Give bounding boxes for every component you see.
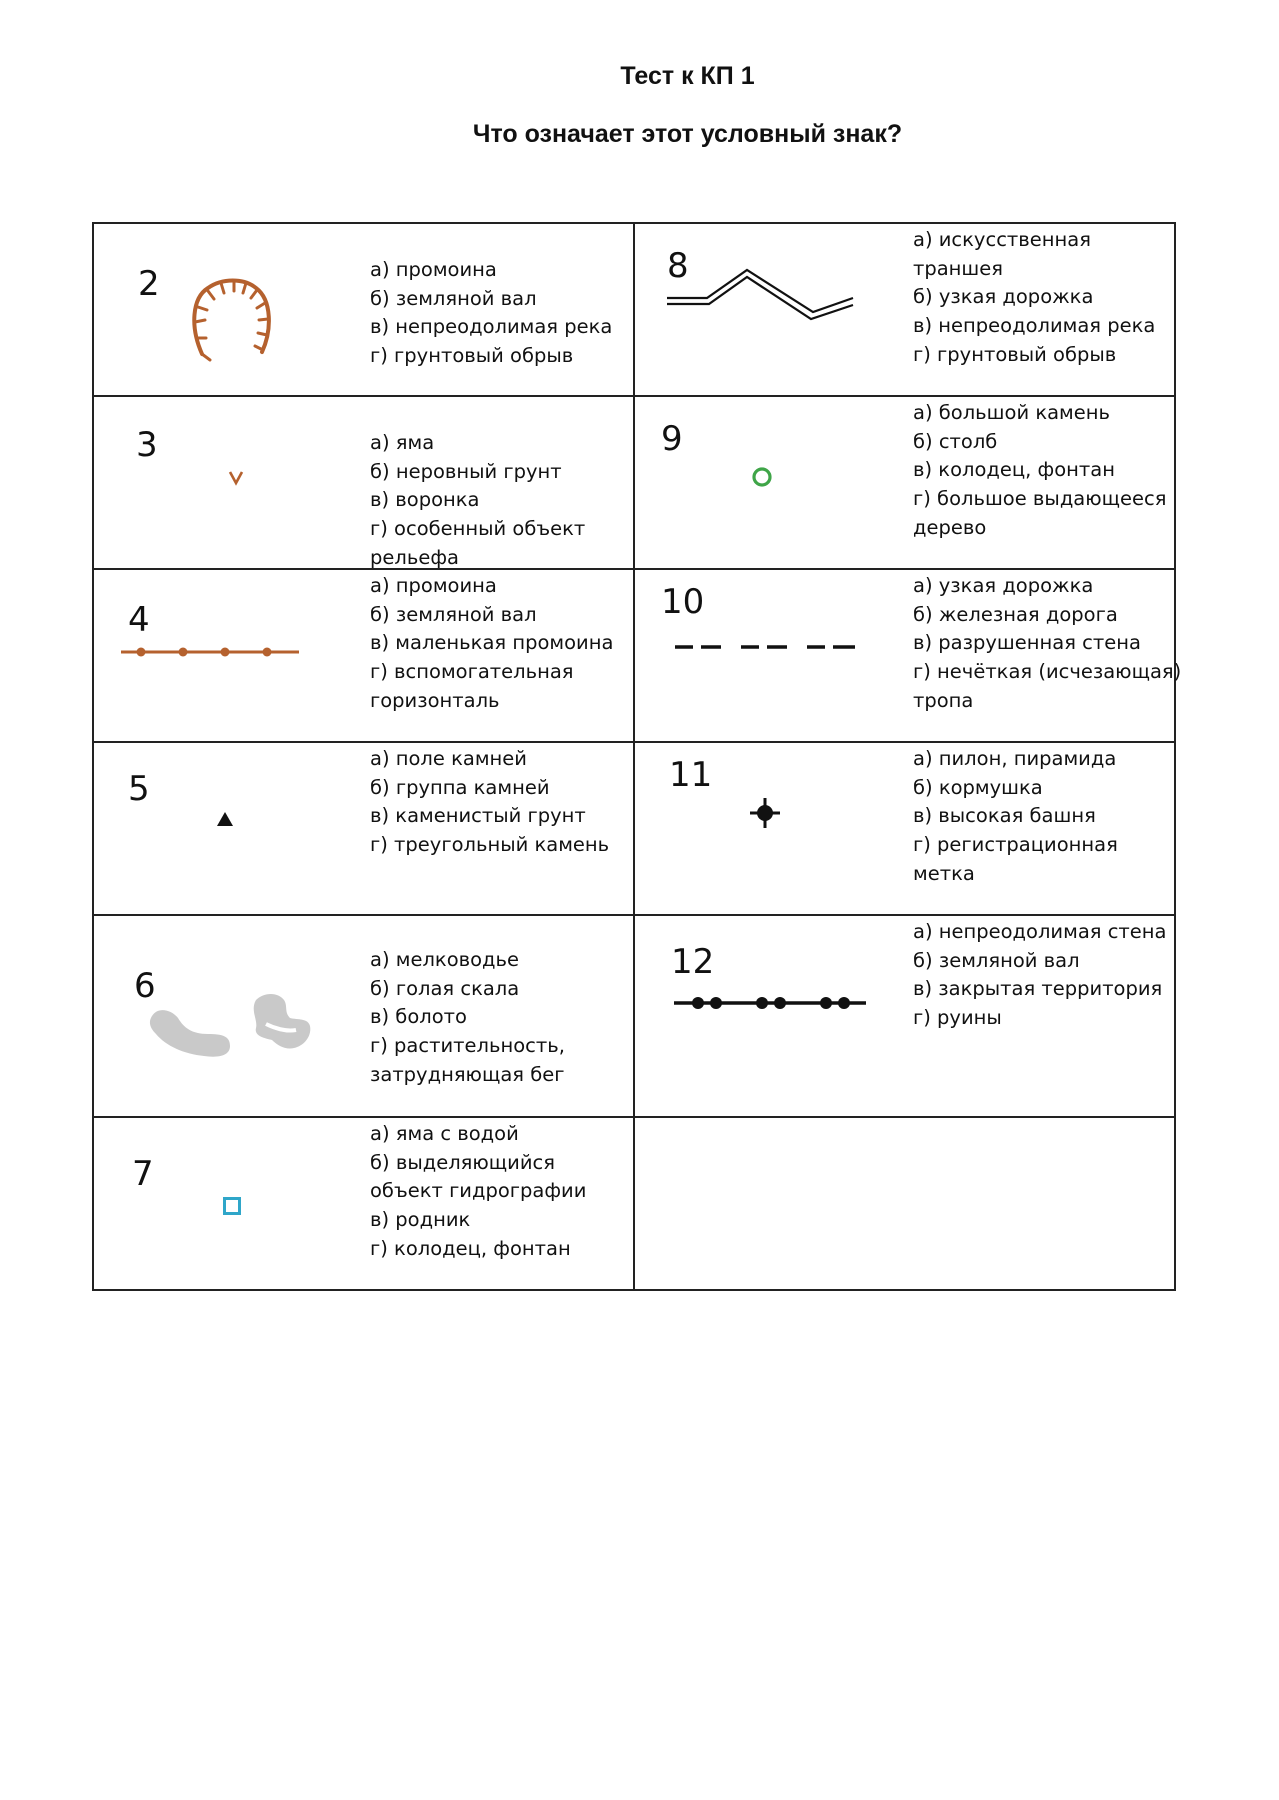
double-zigzag-line-icon bbox=[665, 264, 855, 324]
answer-options bbox=[913, 918, 1183, 1033]
line-with-dots-icon bbox=[673, 994, 867, 1012]
cross-dot-icon bbox=[749, 797, 781, 829]
answer-option[interactable]: в) маленькая промоина bbox=[370, 631, 614, 655]
answer-option[interactable]: б) столб bbox=[913, 429, 998, 453]
answer-options bbox=[370, 572, 620, 716]
answer-option[interactable]: б) земляной вал bbox=[913, 948, 1080, 972]
question-cell-10 bbox=[634, 569, 1182, 742]
answer-options bbox=[370, 1120, 620, 1264]
answer-option[interactable]: а) мелководье bbox=[370, 948, 520, 971]
answer-option[interactable]: а) промоина bbox=[370, 574, 497, 597]
question-cell-7 bbox=[93, 1117, 634, 1290]
answer-option[interactable]: г) большое выдающееся дерево bbox=[913, 487, 1167, 539]
page-title: Тест к КП 1 bbox=[620, 62, 755, 90]
answer-options bbox=[913, 399, 1183, 543]
answer-options bbox=[913, 226, 1183, 370]
answer-option[interactable]: в) высокая башня bbox=[913, 804, 1096, 828]
answer-option[interactable]: б) узкая дорожка bbox=[913, 285, 1094, 309]
question-cell-5 bbox=[93, 742, 634, 915]
answer-option[interactable]: а) большой камень bbox=[913, 401, 1110, 424]
answer-options bbox=[370, 256, 620, 371]
question-cell-9 bbox=[634, 396, 1175, 569]
answer-option[interactable]: в) непреодолимая река bbox=[370, 315, 613, 339]
answer-option[interactable]: а) непреодолимая стена bbox=[913, 920, 1167, 943]
answer-option[interactable]: в) болото bbox=[370, 1005, 467, 1029]
answer-option[interactable]: г) треугольный камень bbox=[370, 833, 610, 857]
question-cell-4 bbox=[93, 569, 634, 742]
answer-option[interactable]: в) закрытая территория bbox=[913, 977, 1163, 1001]
answer-options bbox=[913, 572, 1183, 716]
answer-option[interactable]: г) грунтовый обрыв bbox=[913, 342, 1117, 366]
triangle-icon bbox=[216, 811, 234, 827]
answer-option[interactable]: а) пилон, пирамида bbox=[913, 747, 1117, 770]
answer-option[interactable]: а) яма с водой bbox=[370, 1122, 519, 1145]
questions-table bbox=[92, 222, 1182, 1291]
answer-option[interactable]: в) родник bbox=[370, 1208, 471, 1232]
answer-option[interactable]: а) яма bbox=[370, 431, 435, 454]
answer-option[interactable]: в) колодец, фонтан bbox=[913, 458, 1115, 482]
answer-options bbox=[370, 429, 620, 573]
question-number: 8 bbox=[667, 246, 689, 286]
answer-option[interactable]: в) непреодолимая река bbox=[913, 314, 1156, 338]
answer-option[interactable]: г) вспомогательная горизонталь bbox=[370, 660, 574, 712]
answer-option[interactable]: в) каменистый грунт bbox=[370, 804, 586, 828]
dashed-line-icon bbox=[675, 642, 857, 652]
answer-option[interactable]: г) колодец, фонтан bbox=[370, 1236, 571, 1260]
answer-option[interactable]: в) воронка bbox=[370, 488, 480, 512]
answer-options bbox=[370, 946, 620, 1090]
question-cell-2 bbox=[93, 223, 634, 396]
answer-option[interactable]: а) поле камней bbox=[370, 747, 527, 770]
dotted-brown-line-icon bbox=[120, 642, 300, 662]
question-number: 7 bbox=[132, 1154, 154, 1194]
answer-option[interactable]: а) искусственная траншея bbox=[913, 228, 1091, 280]
question-number: 6 bbox=[134, 966, 156, 1006]
answer-option[interactable]: б) земляной вал bbox=[370, 286, 537, 310]
question-number: 10 bbox=[661, 582, 705, 622]
answer-option[interactable]: б) неровный грунт bbox=[370, 459, 562, 483]
question-cell-6 bbox=[93, 915, 634, 1117]
question-number: 11 bbox=[669, 755, 713, 795]
empty-cell bbox=[634, 1117, 1175, 1290]
answer-option[interactable]: г) грунтовый обрыв bbox=[370, 344, 574, 368]
answer-option[interactable]: г) особенный объект рельефа bbox=[370, 517, 586, 569]
answer-option[interactable]: б) голая скала bbox=[370, 976, 520, 1000]
question-heading: Что означает этот условный знак? bbox=[472, 120, 903, 148]
answer-options bbox=[370, 745, 620, 860]
answer-option[interactable]: а) промоина bbox=[370, 258, 497, 281]
question-number: 5 bbox=[128, 769, 150, 809]
gray-blobs-icon bbox=[148, 990, 318, 1062]
brown-v-icon bbox=[228, 469, 244, 487]
answer-option[interactable]: в) разрушенная стена bbox=[913, 631, 1141, 655]
question-cell-12 bbox=[634, 915, 1175, 1117]
answer-option[interactable]: б) железная дорога bbox=[913, 602, 1118, 626]
answer-option[interactable]: г) растительность, затрудняющая бег bbox=[370, 1034, 565, 1086]
answer-option[interactable]: а) узкая дорожка bbox=[913, 574, 1094, 597]
question-cell-8 bbox=[634, 223, 1175, 396]
answer-option[interactable]: г) регистрационная метка bbox=[913, 833, 1118, 885]
question-number: 12 bbox=[671, 942, 715, 982]
green-circle-icon bbox=[750, 465, 774, 489]
cliff-arc-icon bbox=[184, 272, 280, 368]
question-cell-11 bbox=[634, 742, 1175, 915]
answer-option[interactable]: г) руины bbox=[913, 1006, 1002, 1030]
question-number: 2 bbox=[138, 264, 160, 304]
question-number: 9 bbox=[661, 419, 683, 459]
question-cell-3 bbox=[93, 396, 634, 569]
cyan-square-icon bbox=[222, 1196, 242, 1216]
answer-option[interactable]: б) выделяющийся объект гидрографии bbox=[370, 1150, 587, 1203]
answer-option[interactable]: б) группа камней bbox=[370, 775, 550, 799]
question-number: 3 bbox=[136, 425, 158, 465]
answer-option[interactable]: г) нечёткая (исчезающая) тропа bbox=[913, 660, 1182, 712]
answer-options bbox=[913, 745, 1183, 889]
answer-option[interactable]: б) земляной вал bbox=[370, 602, 537, 626]
question-number: 4 bbox=[128, 600, 150, 640]
answer-option[interactable]: б) кормушка bbox=[913, 775, 1043, 799]
